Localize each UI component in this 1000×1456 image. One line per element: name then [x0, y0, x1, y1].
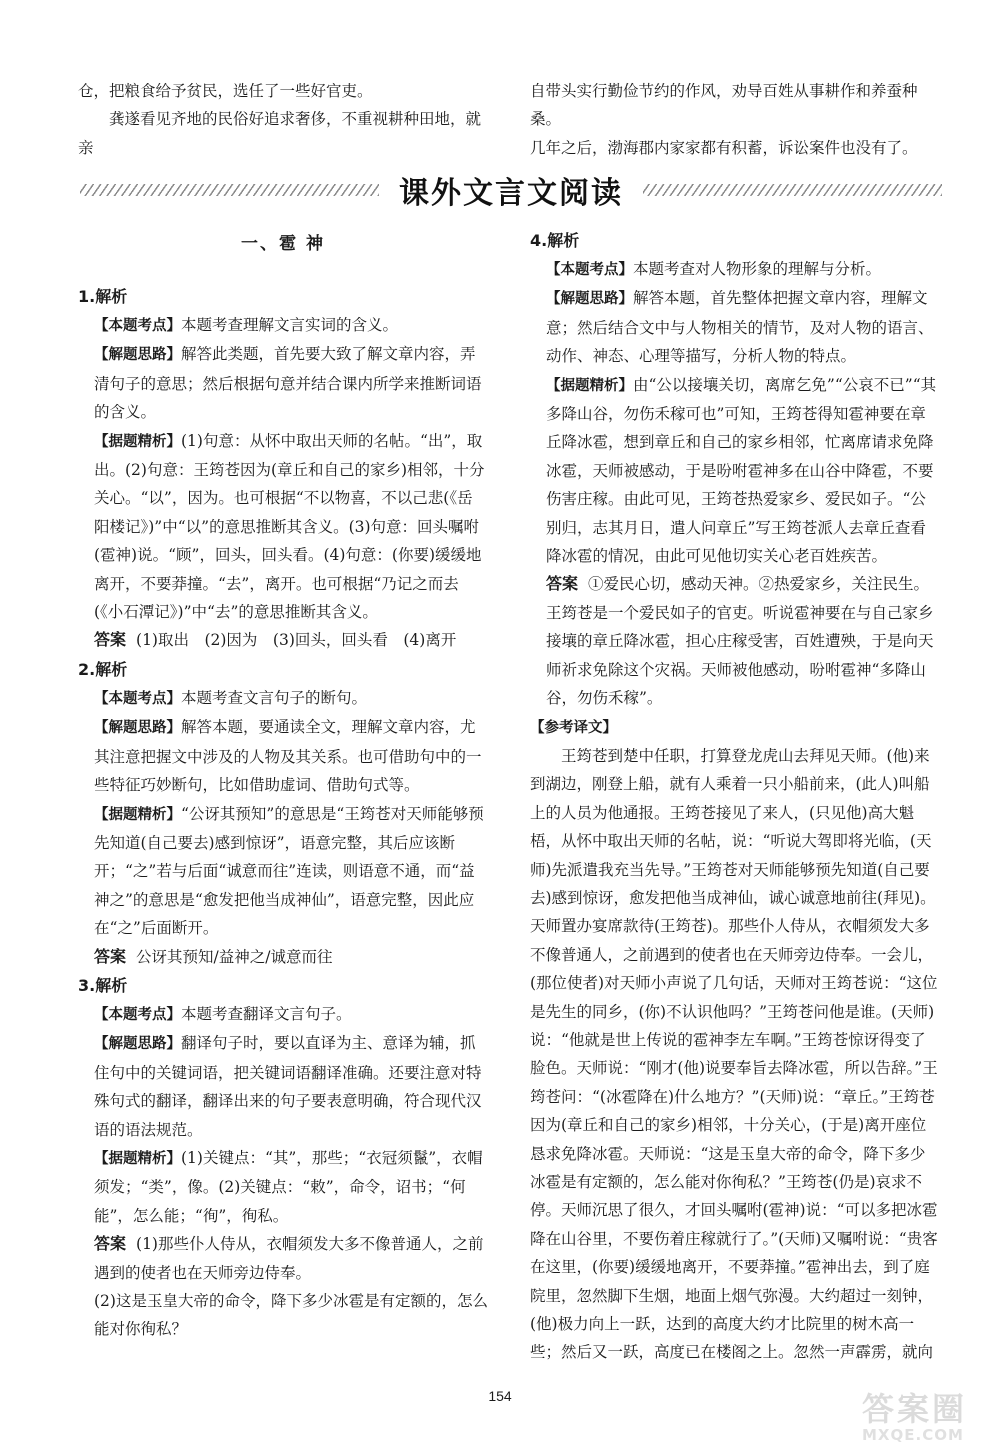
q2-kaodian [78, 684, 488, 713]
q1-silu-text: 解答此类题，首先要大致了解文章内容，弄清句子的意思；然后根据句意并结合课内所学来推断词语的含义。 [94, 345, 482, 422]
q2-jingxi [78, 800, 488, 943]
q3-silu [78, 1029, 488, 1144]
section-title: 课外文言文阅读 [399, 176, 623, 211]
q4-answer [530, 570, 940, 712]
q3-kaodian-text: 本题考查翻译文言句子。 [181, 1004, 352, 1023]
translation-text: 王筠苍到楚中任职，打算登龙虎山去拜见天师。(他)来到湖边，刚登上船，就有人乘着一只小船前来，(此人)叫船上的人员为他通报。王筠苍接见了来人，(只见他)高大魁梧，从怀中取出天师的名帖，说：“听说大驾即将光临，(天师)先派遣我充当先导。”王筠苍对天师能够预先知道(自己要去)感到惊讶，愈发把他当成神仙，诚心诚意地前往(拜见)。天师置办宴席款待(王筠苍)。那些仆人侍从，衣帽须发大多不像普通人，之前遇到的使者也在天师旁边侍奉。一会儿，(那位使者)对天师小声说了几句话，天师对王筠苍说：“这位是先生的同乡，(你)不认识他吗？”王筠苍问他是谁。(天师)说：“他就是世上传说的雹神李左车啊。”王筠苍惊讶得变了脸色。天师说：“刚才(他)说要奉旨去降冰雹，所以告辞。”王筠苍问：“(冰雹降在)什么地方？”(天师)说：“章丘。”王筠苍因为(章丘和自己的家乡)相邻，十分关心，(于是)离开座位恳求免降冰雹。天师说：“这是玉皇大帝的命令，降下多少冰雹是有定额的，怎么能对你徇私？”王筠苍(仍是)哀求不停。天师沉思了很久，才回头嘱咐(雹神)说：“可以多把冰雹降在山谷里，不要伤着庄稼就行了。”(天师)又嘱咐说：“贵客在这里，(你要)缓缓地离开，不要莽撞。”雹神出去，到了庭院里，忽然脚下生烟，地面上烟气弥漫。大约超过一刻钟，(他)极力向上一跃，达到的高度大约才比院里的树木高一些；然后又一跃，高度已在楼阁之上。忽然一声霹雳，就向 [530, 746, 938, 1362]
q4-answer-label: 答案 [546, 574, 579, 594]
q4-kaodian-text: 本题考查对人物形象的理解与分析。 [633, 260, 882, 278]
q3-jingxi-tag: 【据题精析】 [94, 1150, 181, 1167]
page-number: 154 [488, 1388, 512, 1404]
q2-answer [78, 943, 488, 971]
q3-answer-2: (2)这是玉皇大帝的命令，降下多少冰雹是有定额的，怎么能对你徇私？ [94, 1292, 488, 1339]
top-right-block [530, 77, 940, 162]
q2-jingxi-tag: 【据题精析】 [94, 806, 181, 823]
right-column [530, 226, 940, 1367]
q4-jingxi-tag: 【据题精析】 [546, 377, 633, 394]
q1-answer-label: 答案 [94, 630, 127, 650]
q3-kaodian [78, 1000, 488, 1029]
q1-answer [78, 626, 488, 654]
left-column [78, 282, 488, 1344]
q3-jingxi-text: (1)关键点：“其”，那些；“衣冠须鬣”，衣帽须发；“类”，像。(2)关键点：“敕”，命令，诏书；“何能”，怎么能；“徇”，徇私。 [94, 1148, 483, 1225]
q3-head: 3.解析 [78, 975, 128, 995]
q3-answer-text1: (1)那些仆人侍从，衣帽须发大多不像普通人，之前遇到的使者也在天师旁边侍奉。 [94, 1235, 484, 1282]
q2-kaodian-text: 本题考查文言句子的断句。 [181, 688, 368, 707]
q3-jingxi [78, 1144, 488, 1230]
q3-answer [78, 1230, 488, 1287]
q1-silu [78, 340, 488, 426]
q1-jingxi [78, 427, 488, 627]
section-title-bar [80, 166, 942, 214]
q1-silu-tag: 【解题思路】 [94, 347, 181, 364]
q4-jingxi [530, 371, 940, 571]
q4-kaodian-tag: 【本题考点】 [546, 262, 633, 278]
q3-silu-tag: 【解题思路】 [94, 1036, 181, 1053]
q3-silu-text: 翻译句子时，要以直译为主、意译为辅，抓住句中的关键词语，把关键词语翻译准确。还要注意对特殊句式的翻译，翻译出来的句子要表意明确，符合现代汉语的语法规范。 [94, 1034, 482, 1139]
q2-silu [78, 713, 488, 799]
top-left-line2: 龚遂看见齐地的民俗好追求奢侈，不重视耕种田地，就亲 [78, 110, 482, 157]
top-right-line1: 自带头实行勤俭节约的作风，劝导百姓从事耕作和养蚕种桑。 [530, 82, 918, 129]
q1-head: 1.解析 [78, 287, 128, 306]
q1-kaodian [78, 311, 488, 340]
q2-answer-text: 公讶其预知/益神之/诚意而往 [136, 947, 333, 966]
top-right-line2: 几年之后，渤海郡内家家都有积蓄，诉讼案件也没有了。 [530, 138, 918, 157]
watermark-bottom: MXQE.COM [862, 1426, 964, 1444]
top-left-block [78, 77, 488, 162]
q1-kaodian-tag: 【本题考点】 [94, 318, 181, 334]
q4-silu-tag: 【解题思路】 [546, 291, 633, 308]
q4-silu [530, 284, 940, 370]
q3-answer-label: 答案 [94, 1234, 127, 1254]
q1-kaodian-text: 本题考查理解文言实词的含义。 [181, 316, 399, 334]
q2-silu-tag: 【解题思路】 [94, 720, 181, 737]
q4-head: 4.解析 [530, 231, 580, 250]
q4-kaodian [530, 255, 940, 284]
q1-jingxi-tag: 【据题精析】 [94, 433, 181, 450]
article-title: 一、雹 神 [241, 234, 325, 254]
watermark-logo [862, 1392, 992, 1450]
q3-kaodian-tag: 【本题考点】 [94, 1006, 181, 1023]
top-left-line1: 仓，把粮食给予贫民，选任了一些好官吏。 [78, 82, 373, 100]
q2-answer-label: 答案 [94, 946, 127, 966]
q2-jingxi-text: “公讶其预知”的意思是“王筠苍对天师能够预先知道(自己要去)感到惊讶”，语意完整，其后应该断开；“之”若与后面“诚意而往”连读，则语意不通，而“益神之”的意思是“愈发把他当成神仙”，语意完整，因此应在“之”后面断开。 [94, 804, 484, 938]
q2-silu-text: 解答本题，要通读全文，理解文章内容，尤其注意把握文中涉及的人物及其关系。也可借助句中的一些特征巧妙断句，比如借助虚词、借助句式等。 [94, 718, 482, 795]
watermark-top: 答案圈 [862, 1390, 968, 1428]
q2-kaodian-tag: 【本题考点】 [94, 690, 181, 707]
translation-tag [530, 713, 940, 742]
hatch-left-decoration [80, 184, 379, 196]
q4-jingxi-text: 由“公以接壤关切，离席乞免”“公哀不已”“其多降山谷，勿伤禾稼可也”可知，王筠苍得知雹神要在章丘降冰雹，想到章丘和自己的家乡相邻，忙离席请求免降冰雹，天师被感动，于是吩咐雹神多在山谷中降雹，不要伤害庄稼。由此可见，王筠苍热爱家乡、爱民如子。“公别归，志其月日，遣人问章丘”写王筠苍派人去章丘查看降冰雹的情况，由此可见他切实关心老百姓疾苦。 [546, 375, 937, 566]
q4-answer-text: ①爱民心切，感动天神。②热爱家乡，关注民生。王筠苍是一个爱民如子的官吏。听说雹神要在与自己家乡接壤的章丘降冰雹，担心庄稼受害，百姓遭殃，于是向天师祈求免除这个灾祸。天师被他感动，吩咐雹神“多降山谷，勿伤禾稼”。 [546, 575, 934, 708]
q4-silu-text: 解答本题，首先整体把握文章内容，理解文意；然后结合文中与人物相关的情节，及对人物的语言、动作、神态、心理等描写，分析人物的特点。 [546, 289, 934, 366]
translation-tag-text: 【参考译文】 [530, 719, 617, 736]
q2-head: 2.解析 [78, 659, 128, 679]
hatch-right-decoration [643, 184, 942, 196]
q1-answer-text: (1)取出 (2)因为 (3)回头，回头看 (4)离开 [136, 631, 457, 650]
q1-jingxi-text: (1)句意：从怀中取出天师的名帖。“出”，取出。(2)句意：王筠苍因为(章丘和自己的家乡)相邻，十分关心。“以”，因为。也可根据“不以物喜，不以己悲(《岳阳楼记》)”中“以”的意思推断其含义。(3)句意：回头嘱咐(雹神)说。“顾”，回头，回头看。(4)句意：(你要)缓缓地离开，不要莽撞。“去”，离开。也可根据“乃记之而去(《小石潭记》)”中“去”的意思推断其含义。 [94, 431, 485, 622]
